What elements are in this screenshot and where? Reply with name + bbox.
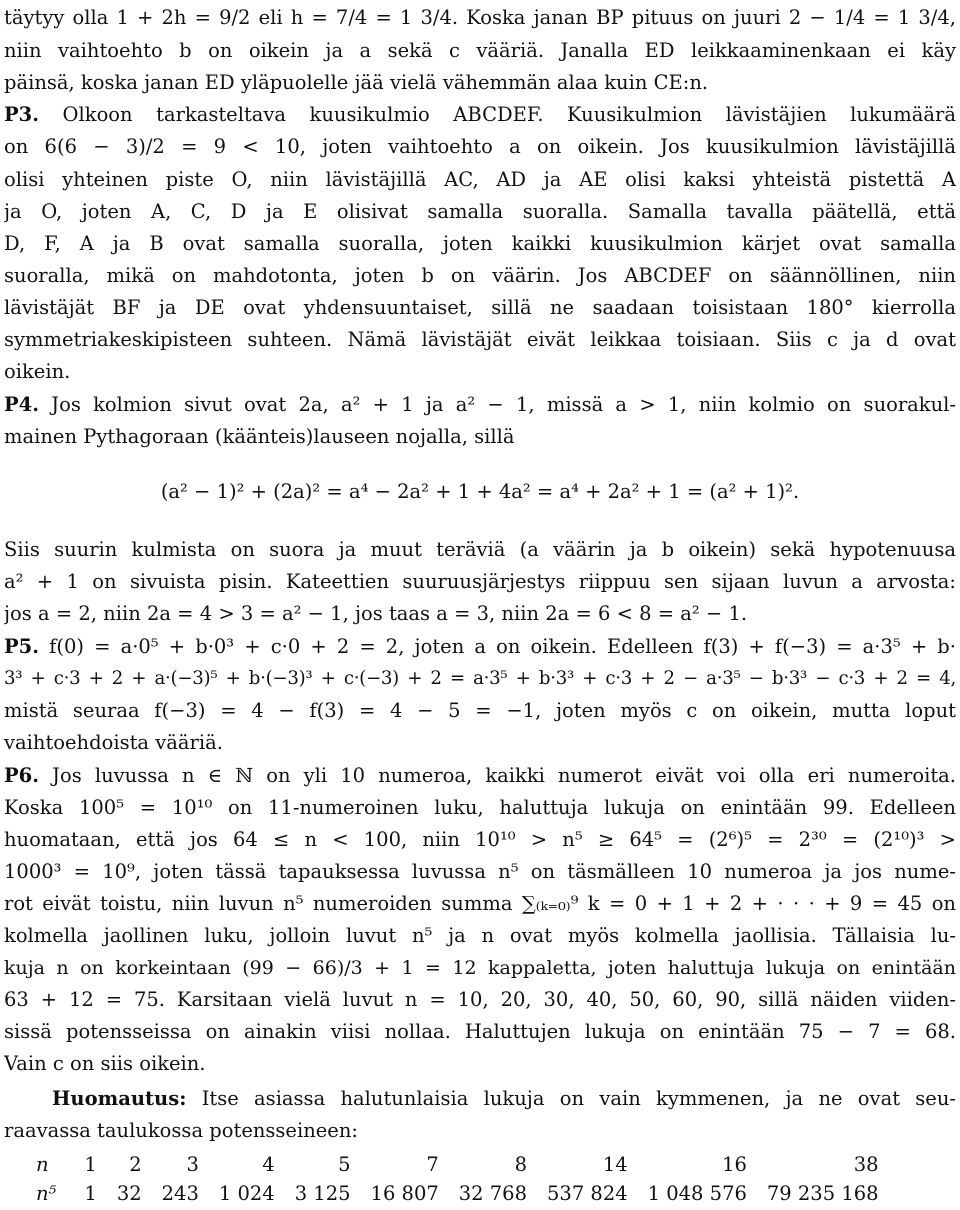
row-label: n⁵ [36, 1182, 57, 1205]
text-line: 63 + 12 = 75. Karsitaan vielä luvut n = 10, 20, 30, 40, 50, 60, 90, sillä näiden viiden- [4, 988, 956, 1011]
text-line: rot eivät toistu, niin luvun n⁵ numeroiden summa ∑₍ₖ₌₀₎⁹ k = 0 + 1 + 2 + · · · + 9 = 45 on [4, 892, 956, 915]
display-equation: (a² − 1)² + (2a)² = a⁴ − 2a² + 1 + 4a² = a⁴ + 2a² + 1 = (a² + 1)². [160, 480, 800, 503]
table-cell: 79 235 168 [766, 1182, 879, 1205]
table-cell: 243 [161, 1182, 199, 1205]
table-cell: 537 824 [547, 1182, 628, 1205]
text-line: 1000³ = 10⁹, joten tässä tapauksessa luvussa n⁵ on täsmälleen 10 numeroa ja jos nume- [4, 860, 956, 883]
text-line: D, F, A ja B ovat samalla suoralla, joten kaikki kuusikulmion kärjet ovat samalla [4, 232, 956, 255]
text-line: lävistäjät BF ja DE ovat yhdensuuntaiset, sillä ne saadaan toisistaan 180° kierrolla [4, 296, 956, 319]
text-line: Vain c on siis oikein. [4, 1052, 206, 1075]
table-cell: 14 [602, 1153, 628, 1176]
table-cell: 1 048 576 [647, 1182, 747, 1205]
text-line: mistä seuraa f(−3) = 4 − f(3) = 4 − 5 = −1, joten myös c on oikein, mutta loput [4, 699, 956, 722]
text-line: sissä potensseissa on ainakin viisi nollaa. Haluttujen lukuja on enintään 75 − 7 = 68. [4, 1020, 956, 1043]
table-cell: 16 [722, 1153, 747, 1176]
table-cell: 16 807 [370, 1182, 439, 1205]
text-line: vaihtoehdoista vääriä. [4, 731, 223, 754]
text-line: olisi yhteinen piste O, niin lävistäjillä AC, AD ja AE olisi kaksi yhteistä pistettä A [4, 168, 956, 191]
table-cell: 32 [116, 1182, 142, 1205]
table-cell: 1 [84, 1153, 97, 1176]
table-cell: 3 [186, 1153, 199, 1176]
text-line: kuja n on korkeintaan (99 − 66)/3 + 1 = 12 kappaletta, joten haluttuja lukuja on enintään [4, 957, 956, 979]
row-label: n [36, 1153, 49, 1176]
text-line: symmetriakeskipisteen suhteen. Nämä lävistäjät eivät leikkaa toisiaan. Siis c ja d ovat [4, 328, 956, 351]
table-cell: 8 [514, 1153, 527, 1176]
problem-label: P3. [4, 103, 40, 126]
table-cell: 2 [129, 1153, 142, 1176]
table-cell: 1 024 [218, 1182, 275, 1205]
problem-p3-line [4, 99, 956, 131]
table-cell: 1 [84, 1182, 97, 1205]
text-line: a² + 1 on sivuista pisin. Kateettien suuruusjärjestys riippuu sen sijaan luvun a arvosta: [4, 570, 956, 593]
text-line: jos a = 2, niin 2a = 4 > 3 = a² − 1, jos taas a = 3, niin 2a = 6 < 8 = a² − 1. [4, 602, 748, 625]
text-line: oikein. [4, 360, 71, 383]
problem-label: P4. [4, 393, 40, 416]
text-span: f(0) = a·0⁵ + b·0³ + c·0 + 2 = 2, joten a on oikein. Edelleen f(3) + f(−3) = a·3⁵ + b· [49, 635, 956, 658]
text-line: on 6(6 − 3)/2 = 9 < 10, joten vaihtoehto a on oikein. Jos kuusikulmion lävistäjillä [4, 135, 956, 158]
text-line: suoralla, mikä on mahdotonta, joten b on väärin. Jos ABCDEF on säännöllinen, niin [4, 264, 956, 287]
problem-p5-line [4, 631, 956, 663]
text-span: Itse asiassa halutunlaisia lukuja on vain kymmenen, ja ne ovat seu- [201, 1087, 956, 1110]
table-cell: 32 768 [458, 1182, 527, 1205]
text-line: 3³ + c·3 + 2 + a·(−3)⁵ + b·(−3)³ + c·(−3) + 2 = a·3⁵ + b·3³ + c·3 + 2 − a·3⁵ − b·3³ − c·3 + 2 = 4, [4, 668, 956, 689]
problem-p6-line [4, 760, 956, 792]
table-row [30, 1179, 889, 1208]
text-line: päinsä, koska janan ED yläpuolelle jää vielä vähemmän alaa kuin CE:n. [4, 71, 709, 94]
text-line: mainen Pythagoraan (käänteis)lauseen nojalla, sillä [4, 425, 515, 448]
table-cell: 5 [338, 1153, 351, 1176]
text-line: täytyy olla 1 + 2h = 9/2 eli h = 7/4 = 1 3/4. Koska janan BP pituus on juuri 2 − 1/4 = 1 3/4, [4, 6, 956, 29]
text-line: Koska 100⁵ = 10¹⁰ on 11-numeroinen luku, haluttuja lukuja on enintään 99. Edelleen [4, 796, 956, 819]
problem-p4-line [4, 389, 956, 421]
table-row [30, 1150, 889, 1179]
table-cell: 4 [262, 1153, 275, 1176]
text-line: ja O, joten A, C, D ja E olisivat samalla suoralla. Samalla tavalla päätellä, että [4, 200, 956, 223]
problem-label: P5. [4, 635, 40, 658]
note-label: Huomautus: [52, 1087, 187, 1110]
note-line [52, 1083, 956, 1115]
text-line: huomataan, että jos 64 ≤ n < 100, niin 10¹⁰ > n⁵ ≥ 64⁵ = (2⁶)⁵ = 2³⁰ = (2¹⁰)³ > [4, 828, 956, 851]
table-cell: 38 [853, 1153, 879, 1176]
text-line: kolmella jaollinen luku, jolloin luvut n⁵ ja n ovat myös kolmella jaollisia. Tällaisia lu- [4, 924, 956, 947]
text-line: niin vaihtoehto b on oikein ja a sekä c vääriä. Janalla ED leikkaaminenkaan ei käy [4, 39, 956, 62]
text-span: Jos kolmion sivut ovat 2a, a² + 1 ja a² − 1, missä a > 1, niin kolmio on suorakul- [51, 393, 956, 416]
table-cell: 3 125 [294, 1182, 351, 1205]
text-line: raavassa taulukossa potensseineen: [4, 1119, 358, 1142]
problem-label: P6. [4, 764, 40, 787]
powers-table [30, 1150, 889, 1208]
text-line: Siis suurin kulmista on suora ja muut teräviä (a väärin ja b oikein) sekä hypotenuusa [4, 538, 956, 561]
text-span: Jos luvussa n ∈ ℕ on yli 10 numeroa, kaikki numerot eivät voi olla eri numeroita. [52, 764, 956, 787]
table-cell: 7 [426, 1153, 439, 1176]
text-span: Olkoon tarkasteltava kuusikulmio ABCDEF. Kuusikulmion lävistäjien lukumäärä [62, 103, 956, 126]
